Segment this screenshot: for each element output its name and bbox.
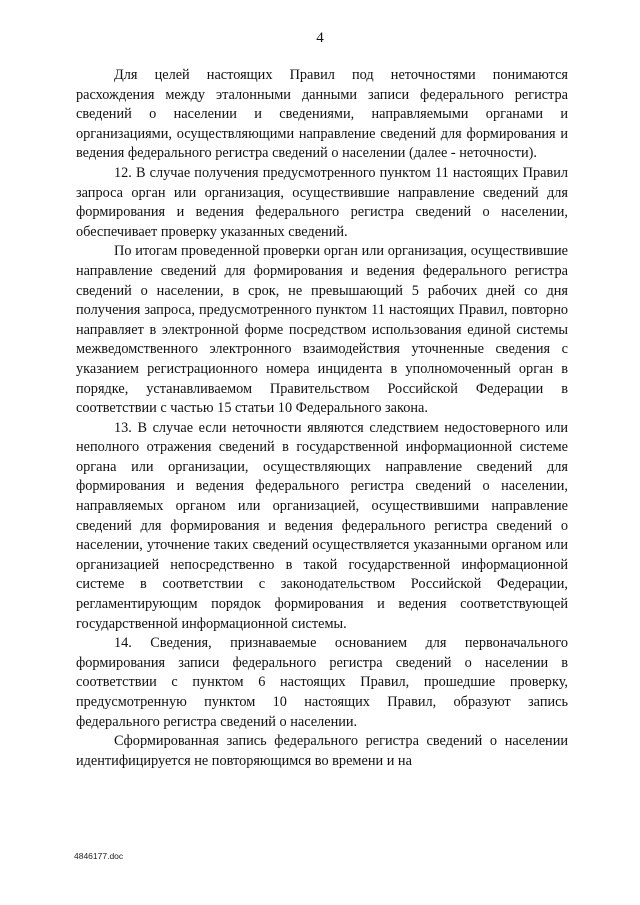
- paragraph: 14. Сведения, признаваемые основанием для первоначального формирования записи федерального регистра сведений о населении в соответствии с пунктом 6 настоящих Правил, прошедшие проверку, предусмотренную пунктом 10 настоящих Правил, образуют запись федерального регистра сведений о населении.: [76, 635, 568, 730]
- paragraph: Для целей настоящих Правил под неточностями понимаются расхождения между эталонными данными записи федерального регистра сведений о населении и сведениями, направляемыми органами и организациями, осуществляющими направление сведений для формирования и ведения федерального регистра сведений о населении (далее - неточности).: [76, 67, 568, 162]
- page-number: 4: [316, 30, 324, 46]
- document-filename: 4846177.doc: [74, 851, 124, 861]
- paragraph: 13. В случае если неточности являются следствием недостоверного или неполного отражения сведений в государственной информационной системе органа или организации, осуществляющих направление сведений для формирования и ведения федерального регистра сведений о населении, направляемых органом или организацией, осуществившими направление сведений для формирования и ведения федерального регистра сведений о населении, уточнение таких сведений осуществляется указанными органом или организацией непосредственно в такой государственной информационной системе в соответствии с законодательством Российской Федерации, регламентирующим порядок формирования и ведения соответствующей государственной информационной системы.: [76, 419, 568, 632]
- paragraph: 12. В случае получения предусмотренного пунктом 11 настоящих Правил запроса орган или организация, осуществившие направление сведений для формирования и ведения федерального регистра сведений о населении, обеспечивает проверку указанных сведений.: [76, 164, 568, 240]
- paragraph: По итогам проведенной проверки орган или организация, осуществившие направление сведений для формирования и ведения федерального регистра сведений о населении, в срок, не превышающий 5 рабочих дней со дня получения запроса, предусмотренного пунктом 11 настоящих Правил, повторно направляет в электронной форме посредством использования единой системы межведомственного электронного взаимодействия уточненные сведения с указанием регистрационного номера инцидента в уполномоченный орган в порядке, устанавливаемом Правительством Российской Федерации в соответствии с частью 15 статьи 10 Федерального закона.: [76, 243, 568, 417]
- document-body: [76, 66, 568, 771]
- paragraph: Сформированная запись федерального регистра сведений о населении идентифицируется не повторяющимся во времени и на: [76, 733, 568, 769]
